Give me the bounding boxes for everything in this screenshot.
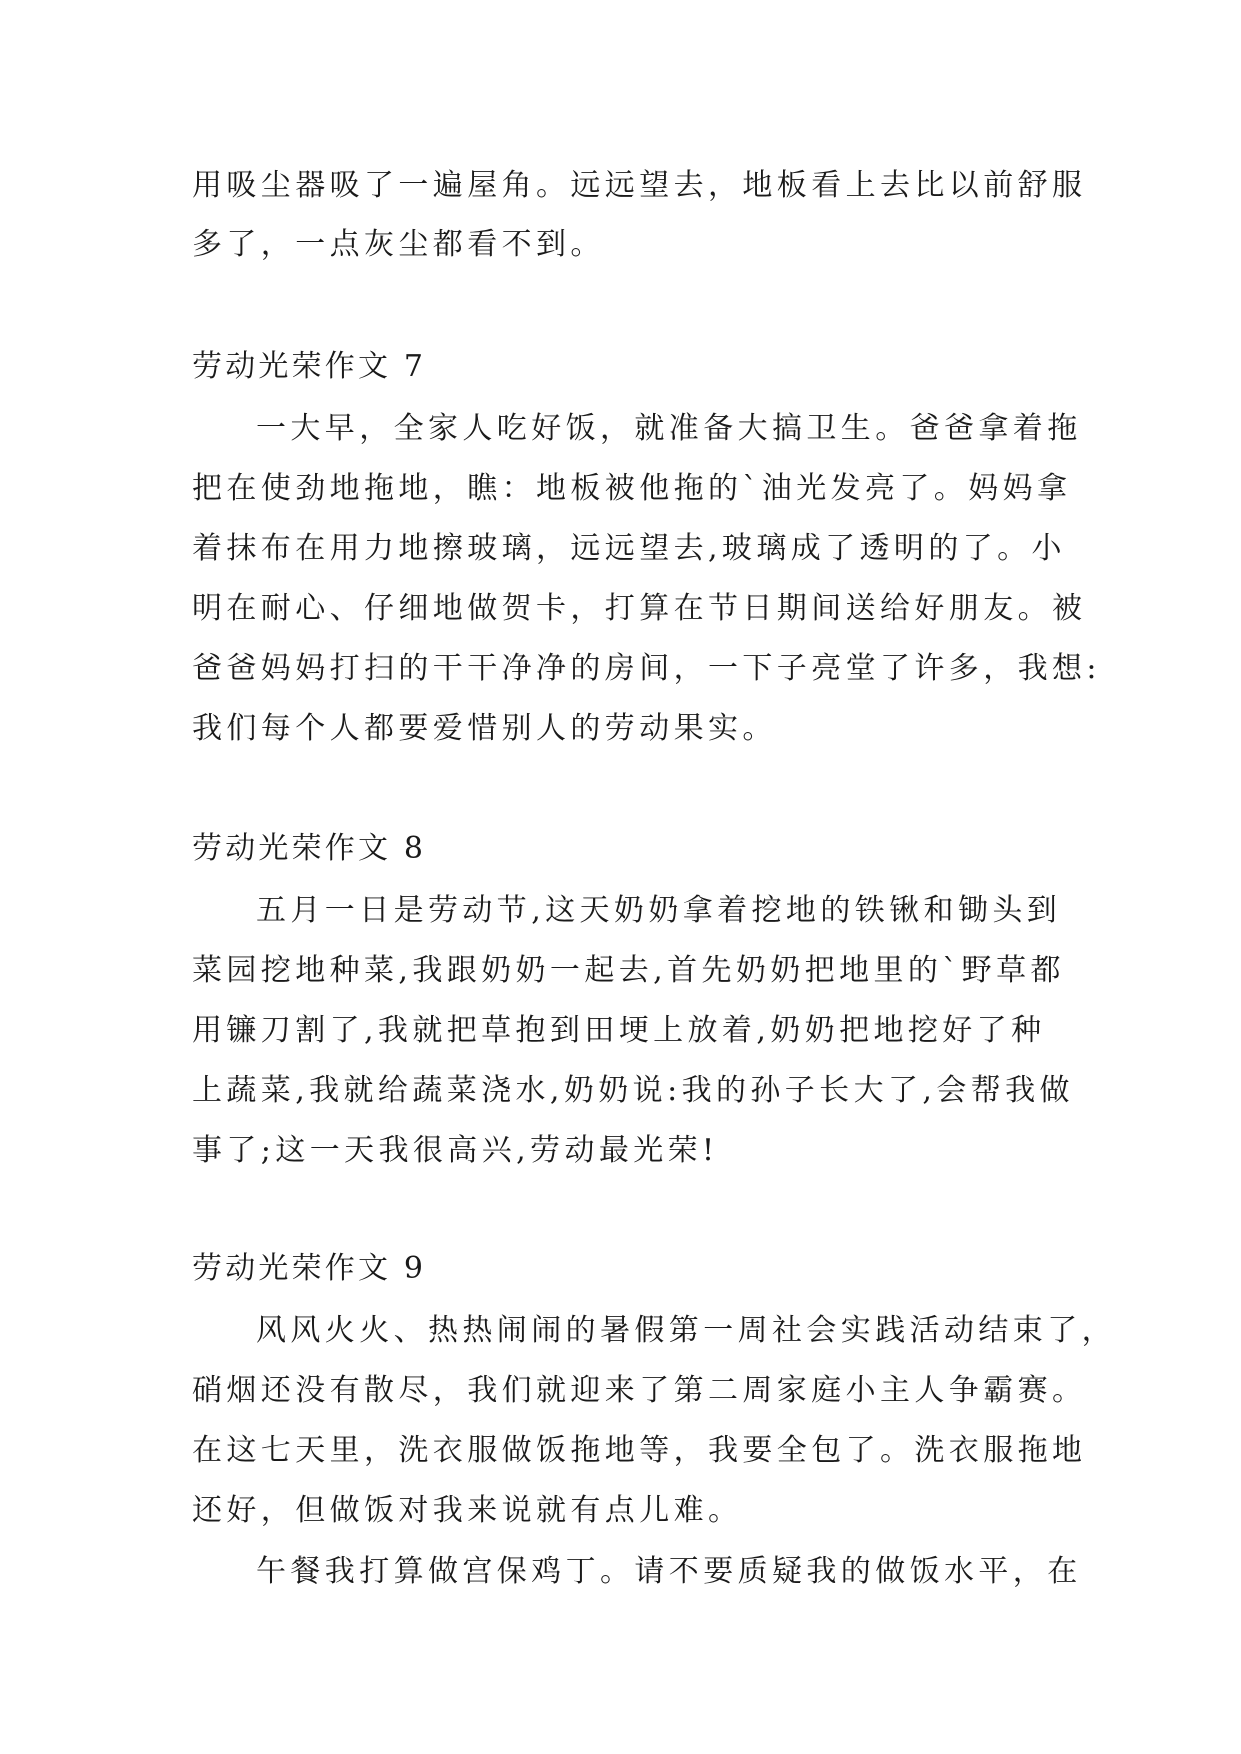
paragraph-line: 硝烟还没有散尽，我们就迎来了第二周家庭小主人争霸赛。	[192, 1373, 1087, 1408]
paragraph-line: 明在耐心、仔细地做贺卡，打算在节日期间送给好朋友。被	[192, 591, 1087, 626]
section-heading-9: 劳动光荣作文 9	[192, 1251, 427, 1286]
paragraph-line: 着抹布在用力地擦玻璃，远远望去,玻璃成了透明的了。小	[192, 531, 1066, 566]
section-heading-8: 劳动光荣作文 8	[192, 831, 427, 866]
paragraph-line: 风风火火、热热闹闹的暑假第一周社会实践活动结束了，	[256, 1313, 1116, 1348]
paragraph-line: 五月一日是劳动节,这天奶奶拿着挖地的铁锹和锄头到	[256, 893, 1062, 928]
paragraph-line: 多了，一点灰尘都看不到。	[192, 227, 605, 262]
paragraph-line: 一大早，全家人吃好饭，就准备大搞卫生。爸爸拿着拖	[256, 411, 1082, 446]
paragraph-line: 还好，但做饭对我来说就有点儿难。	[192, 1493, 743, 1528]
paragraph-line: 用镰刀割了,我就把草抱到田埂上放着,奶奶把地挖好了种	[192, 1013, 1046, 1048]
paragraph-line: 在这七天里，洗衣服做饭拖地等，我要全包了。洗衣服拖地	[192, 1433, 1087, 1468]
paragraph-line: 菜园挖地种菜,我跟奶奶一起去,首先奶奶把地里的`野草都	[192, 953, 1065, 988]
paragraph-line: 我们每个人都要爱惜别人的劳动果实。	[192, 711, 777, 746]
paragraph-line: 把在使劲地拖地，瞧：地板被他拖的`油光发亮了。妈妈拿	[192, 471, 1072, 506]
paragraph-line: 爸爸妈妈打扫的干干净净的房间，一下子亮堂了许多，我想:	[192, 651, 1101, 686]
section-heading-7: 劳动光荣作文 7	[192, 349, 427, 384]
paragraph-line: 上蔬菜,我就给蔬菜浇水,奶奶说:我的孙子长大了,会帮我做	[192, 1073, 1074, 1108]
paragraph-line: 事了;这一天我很高兴,劳动最光荣!	[192, 1133, 719, 1168]
paragraph-line: 午餐我打算做宫保鸡丁。请不要质疑我的做饭水平，在	[256, 1554, 1082, 1589]
paragraph-line: 用吸尘器吸了一遍屋角。远远望去，地板看上去比以前舒服	[192, 168, 1087, 203]
